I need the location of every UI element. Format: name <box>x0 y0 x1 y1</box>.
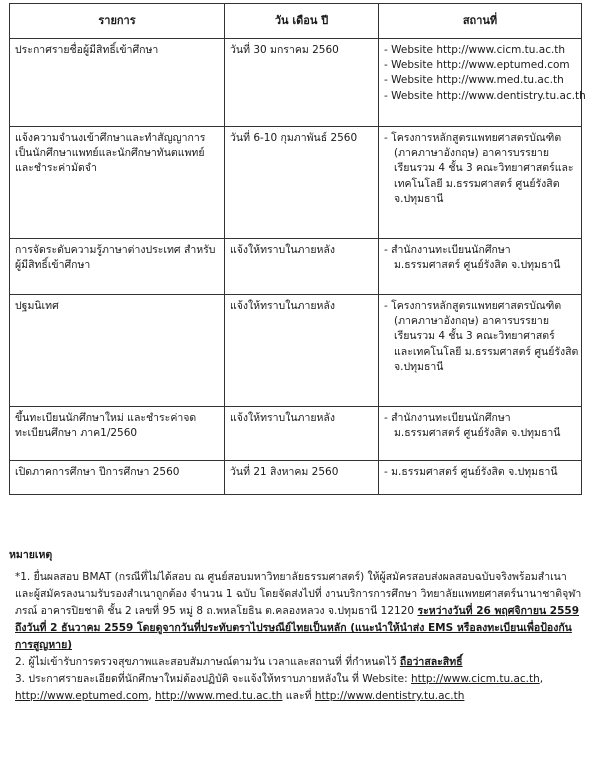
note-2-text: 2. ผู้ไม่เข้ารับการตรวจสุขภาพและสอบสัมภาษณ์ตามวัน เวลาและสถานที่ ที่กำหนดไว้ <box>15 656 400 668</box>
note-3-sep: และที่ <box>282 690 315 702</box>
location-line: - โครงการหลักสูตรแพทยศาสตรบัณฑิต <box>384 300 562 312</box>
notes-section <box>9 547 583 705</box>
note-3 <box>9 671 583 705</box>
location-line: จ.ปทุมธานี <box>394 360 444 373</box>
location-line: (ภาคภาษาอังกฤษ) อาคารบรรยาย <box>394 147 549 160</box>
note-3-sep: , <box>148 690 156 702</box>
row-item: การจัดระดับความรู้ภาษาต่างประเทศ สำหรับผู้มีสิทธิ์เข้าศึกษา <box>10 239 225 295</box>
note-3-text: 3. ประกาศรายละเอียดที่นักศึกษาใหม่ต้องปฏิบัติ จะแจ้งให้ทราบภายหลังใน ที่ Website: <box>15 673 411 685</box>
row-locations <box>379 127 582 239</box>
table-row <box>10 461 582 495</box>
row-item: เปิดภาคการศึกษา ปีการศึกษา 2560 <box>10 461 225 495</box>
row-locations <box>379 295 582 407</box>
header-item: รายการ <box>10 4 225 39</box>
link-med[interactable]: http://www.med.tu.ac.th <box>155 690 283 702</box>
location-line: ม.ธรรมศาสตร์ ศูนย์รังสิต จ.ปทุมธานี <box>394 427 561 440</box>
location-line: - Website http://www.cicm.tu.ac.th <box>384 44 566 56</box>
table-header-row <box>10 4 582 39</box>
table-row <box>10 295 582 407</box>
location-line: เรียนรวม 4 ชั้น 3 คณะวิทยาศาสตร์ <box>394 330 555 343</box>
note-2-forfeit: ถือว่าสละสิทธิ์ <box>399 656 463 668</box>
table-row <box>10 407 582 461</box>
header-date: วัน เดือน ปี <box>225 4 379 39</box>
location-line: จ.ปทุมธานี <box>394 192 444 205</box>
location-line: ม.ธรรมศาสตร์ ศูนย์รังสิต จ.ปทุมธานี <box>394 259 561 272</box>
note-1-text: *1. ยื่นผลสอบ BMAT (กรณีที่ไม่ได้สอบ ณ ศูนย์สอบมหาวิทยาลัยธรรมศาสตร์) ให้ผู้สมัครสอบส่งผลสอบฉบับจริงพร้อมสำเนาและผู้สมัครลงนามรับรองสำเนาถูกต้อง จำนวน 1 ฉบับ โดยจัดส่งไปที่ งานบริการการศึกษา วิทยาลัยแพทยศาสตร์นานาชาติจุฬาภรณ์ อาคารปิยชาติ ชั้น 2 เลขที่ 95 หมู่ 8 ถ.พหลโยธิน ต.คลองหลวง จ.ปทุมธานี 12120 <box>15 571 582 617</box>
location-line: - สำนักงานทะเบียนนักศึกษา <box>384 244 511 256</box>
table-row <box>10 239 582 295</box>
row-item: แจ้งความจำนงเข้าศึกษาและทำสัญญาการเป็นนักศึกษาแพทย์และนักศึกษาทันตแพทย์ และชำระค่ามัดจำ <box>10 127 225 239</box>
row-date: วันที่ 6-10 กุมภาพันธ์ 2560 <box>225 127 379 239</box>
row-date: แจ้งให้ทราบในภายหลัง <box>225 295 379 407</box>
row-item: ประกาศรายชื่อผู้มีสิทธิ์เข้าศึกษา <box>10 39 225 127</box>
note-1-submission-period: ระหว่างวันที่ 26 พฤศจิกายน 2559 ถึงวันที่ 2 ธันวาคม 2559 โดยดูจากวันที่ประทับตราไปรษณีย์ไทยเป็นหลัก (แนะนำให้นำส่ง EMS หรือลงทะเบียนเพื่อป้องกันการสูญหาย) <box>15 605 580 651</box>
note-1 <box>9 569 583 654</box>
location-line: - ม.ธรรมศาสตร์ ศูนย์รังสิต จ.ปทุมธานี <box>384 466 558 478</box>
note-2 <box>9 654 583 671</box>
row-locations <box>379 239 582 295</box>
row-date: วันที่ 30 มกราคม 2560 <box>225 39 379 127</box>
table-row <box>10 39 582 127</box>
row-item: ขึ้นทะเบียนนักศึกษาใหม่ และชำระค่าจดทะเบียนศึกษา ภาค1/2560 <box>10 407 225 461</box>
location-line: - Website http://www.eptumed.com <box>384 59 570 72</box>
row-locations <box>379 39 586 127</box>
location-line: และเทคโนโลยี ม.ธรรมศาสตร์ ศูนย์รังสิต <box>394 345 579 358</box>
location-line: เทคโนโลยี ม.ธรรมศาสตร์ ศูนย์รังสิต <box>394 177 560 190</box>
location-line: - Website http://www.dentistry.tu.ac.th <box>384 89 586 102</box>
row-date: วันที่ 21 สิงหาคม 2560 <box>225 461 379 495</box>
row-date: แจ้งให้ทราบในภายหลัง <box>225 407 379 461</box>
row-item: ปฐมนิเทศ <box>10 295 225 407</box>
location-line: - Website http://www.med.tu.ac.th <box>384 74 564 87</box>
link-eptumed[interactable]: http://www.eptumed.com <box>15 690 149 702</box>
note-3-sep: , <box>539 673 544 685</box>
row-date: แจ้งให้ทราบในภายหลัง <box>225 239 379 295</box>
link-dentistry[interactable]: http://www.dentistry.tu.ac.th <box>314 690 465 702</box>
row-locations <box>379 407 582 461</box>
location-line: เรียนรวม 4 ชั้น 3 คณะวิทยาศาสตร์และ <box>394 162 574 175</box>
notes-title: หมายเหตุ <box>9 549 53 561</box>
table-row <box>10 127 582 239</box>
header-location: สถานที่ <box>379 4 582 39</box>
schedule-table <box>9 3 586 495</box>
location-line: - สำนักงานทะเบียนนักศึกษา <box>384 412 511 424</box>
location-line: - โครงการหลักสูตรแพทยศาสตรบัณฑิต <box>384 132 562 144</box>
location-line: (ภาคภาษาอังกฤษ) อาคารบรรยาย <box>394 315 549 328</box>
link-cicm[interactable]: http://www.cicm.tu.ac.th <box>411 673 540 685</box>
row-locations <box>379 461 582 495</box>
